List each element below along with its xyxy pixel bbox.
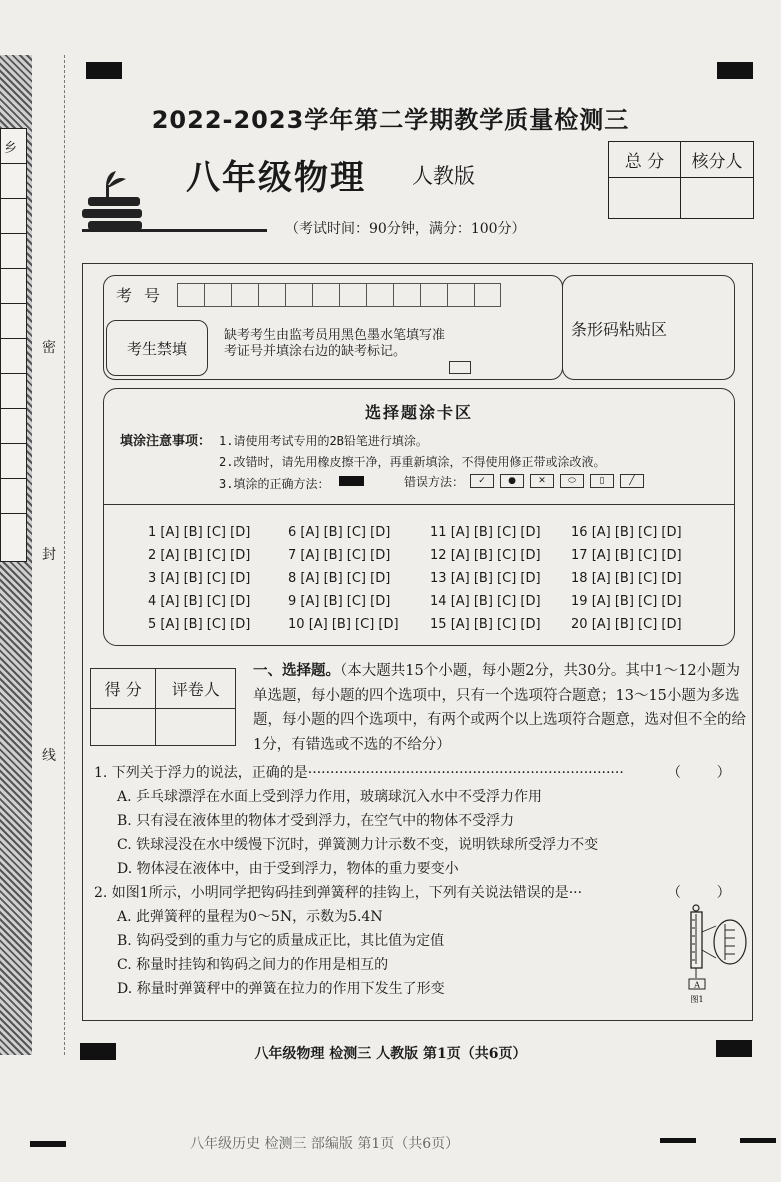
section-1-heading: 一、选择题。 [253,663,340,679]
bleed-through-text: 八年级历史 检测三 部编版 第1页（共6页） [190,1136,460,1152]
absent-note: 缺考考生由监考员用黑色墨水笔填写准考证号并填涂右边的缺考标记。 [224,328,446,359]
answer-row[interactable]: 12 [A] [B] [C] [D] [430,548,541,563]
alignment-mark [717,62,753,79]
question-2-option-c: C. 称量时挂钩和钩码之间力的作用是相互的 [117,957,389,973]
wrong-fill-examples [470,474,644,488]
alignment-mark [660,1138,696,1143]
answer-row[interactable]: 5 [A] [B] [C] [D] [148,617,251,632]
alignment-mark [30,1141,66,1147]
answer-row[interactable]: 15 [A] [B] [C] [D] [430,617,541,632]
answer-column-2 [288,525,399,640]
field-label: 乡 [4,141,18,156]
answer-row[interactable]: 1 [A] [B] [C] [D] [148,525,251,540]
checker-header: 核分人 [681,142,753,178]
answer-row[interactable]: 4 [A] [B] [C] [D] [148,594,251,609]
answer-row[interactable]: 6 [A] [B] [C] [D] [288,525,391,540]
total-score-table [608,141,754,219]
note-3: 3.填涂的正确方法： [219,477,330,491]
answer-row[interactable]: 13 [A] [B] [C] [D] [430,571,541,586]
weight-label: A [694,980,700,990]
answer-row[interactable]: 8 [A] [B] [C] [D] [288,571,391,586]
answer-row[interactable]: 20 [A] [B] [C] [D] [571,617,682,632]
check-mark-icon: ✓ [470,474,494,488]
bar-icon: ▯ [590,474,614,488]
score-cell[interactable] [91,709,156,745]
cut-label-xian: 线 [42,748,56,764]
question-2-option-a: A. 此弹簧秤的量程为0～5N，示数为5.4N [117,909,383,925]
total-score-header: 总 分 [609,142,681,178]
books-logo-icon [82,165,154,230]
question-1-option-a: A. 乒乓球漂浮在水面上受到浮力作用，玻璃球沉入水中不受浮力作用 [117,789,543,805]
barcode-area [562,275,735,380]
student-info-field [0,128,27,562]
exam-number-label: 考号 [116,286,173,305]
section-grader-table [90,668,236,746]
section-1-intro [253,659,748,757]
checker-cell[interactable] [681,178,753,218]
notes-label: 填涂注意事项： [120,434,212,449]
dot-icon: ● [500,474,524,488]
subject-title: 八年级物理 [186,158,366,198]
answer-row[interactable]: 17 [A] [B] [C] [D] [571,548,682,563]
reviewer-header: 评卷人 [156,669,235,709]
answer-column-4 [571,525,682,640]
answer-column-1 [148,525,250,640]
answer-row[interactable]: 9 [A] [B] [C] [D] [288,594,391,609]
card-title: 选择题涂卡区 [364,403,473,422]
cut-line [64,55,65,1055]
correct-fill-example [339,476,364,486]
title-underline [82,229,267,232]
answer-row[interactable]: 2 [A] [B] [C] [D] [148,548,251,563]
note-1: 1.请使用考试专用的2B铅笔进行填涂。 [219,434,428,448]
exam-time-info: （考试时间：90分钟，满分：100分） [285,221,526,237]
question-1-option-c: C. 铁球浸没在水中缓慢下沉时，弹簧测力计示数不变，说明铁球所受浮力不变 [117,837,599,853]
question-1-answer-blank[interactable]: （ ） [667,765,731,781]
answer-row[interactable]: 14 [A] [B] [C] [D] [430,594,541,609]
answer-row[interactable]: 16 [A] [B] [C] [D] [571,525,682,540]
alignment-mark [740,1138,776,1143]
cross-icon: ✕ [530,474,554,488]
cut-label-mi: 密 [42,340,56,356]
examinee-forbidden-label: 考生禁填 [106,320,208,376]
alignment-mark [86,62,122,79]
reviewer-cell[interactable] [156,709,235,745]
spring-scale-figure [680,902,750,1007]
answer-row[interactable]: 7 [A] [B] [C] [D] [288,548,391,563]
exam-title: 2022-2023学年第二学期教学质量检测三 [151,106,630,134]
slash-icon: ╱ [620,474,644,488]
choice-answer-card [103,388,735,646]
answer-column-3 [430,525,541,640]
question-1-option-b: B. 只有浸在液体里的物体才受到浮力，在空气中的物体不受浮力 [117,813,515,829]
question-2-answer-blank[interactable]: （ ） [667,885,731,901]
note-2: 2.改错时，请先用橡皮擦干净，再重新填涂，不得使用修正带或涂改液。 [219,455,606,469]
question-1-stem: 1. 下列关于浮力的说法，正确的是······································································· [94,765,624,781]
answer-row[interactable]: 11 [A] [B] [C] [D] [430,525,541,540]
question-1-option-d: D. 物体浸在液体中，由于受到浮力，物体的重力要变小 [117,861,459,877]
page-footer: 八年级物理 检测三 人教版 第1页（共6页） [254,1046,527,1062]
answer-row[interactable]: 3 [A] [B] [C] [D] [148,571,251,586]
wrong-method-label: 错误方法： [404,475,465,489]
question-2-stem: 2. 如图1所示，小明同学把钩码挂到弹簧秤的挂钩上，下列有关说法错误的是··· [94,885,583,901]
cut-label-feng: 封 [42,547,56,563]
exam-number-cells[interactable] [177,283,501,307]
absent-mark-box[interactable] [449,361,471,374]
answer-row[interactable]: 19 [A] [B] [C] [D] [571,594,682,609]
question-2-option-b: B. 钩码受到的重力与它的质量成正比，其比值为定值 [117,933,445,949]
oval-icon: ⬭ [560,474,584,488]
section-1-instructions: （本大题共15个小题，每小题2分，共30分。其中1～12小题为单选题，每小题的四个选项中，只有一个选项符合题意；13～15小题为多选题，每小题的四个选项中，有两个或两个以上选项符合题意，选对但不全的给1分，有错选或不选的不给分） [253,663,746,753]
total-score-cell[interactable] [609,178,681,218]
card-divider [104,504,734,505]
question-2-option-d: D. 称量时弹簧秤中的弹簧在拉力的作用下发生了形变 [117,981,445,997]
edition-label: 人教版 [412,164,475,188]
barcode-label: 条形码粘贴区 [571,320,668,339]
answer-row[interactable]: 10 [A] [B] [C] [D] [288,617,399,632]
figure-caption: 图1 [690,995,704,1004]
score-header: 得 分 [91,669,156,709]
answer-row[interactable]: 18 [A] [B] [C] [D] [571,571,682,586]
